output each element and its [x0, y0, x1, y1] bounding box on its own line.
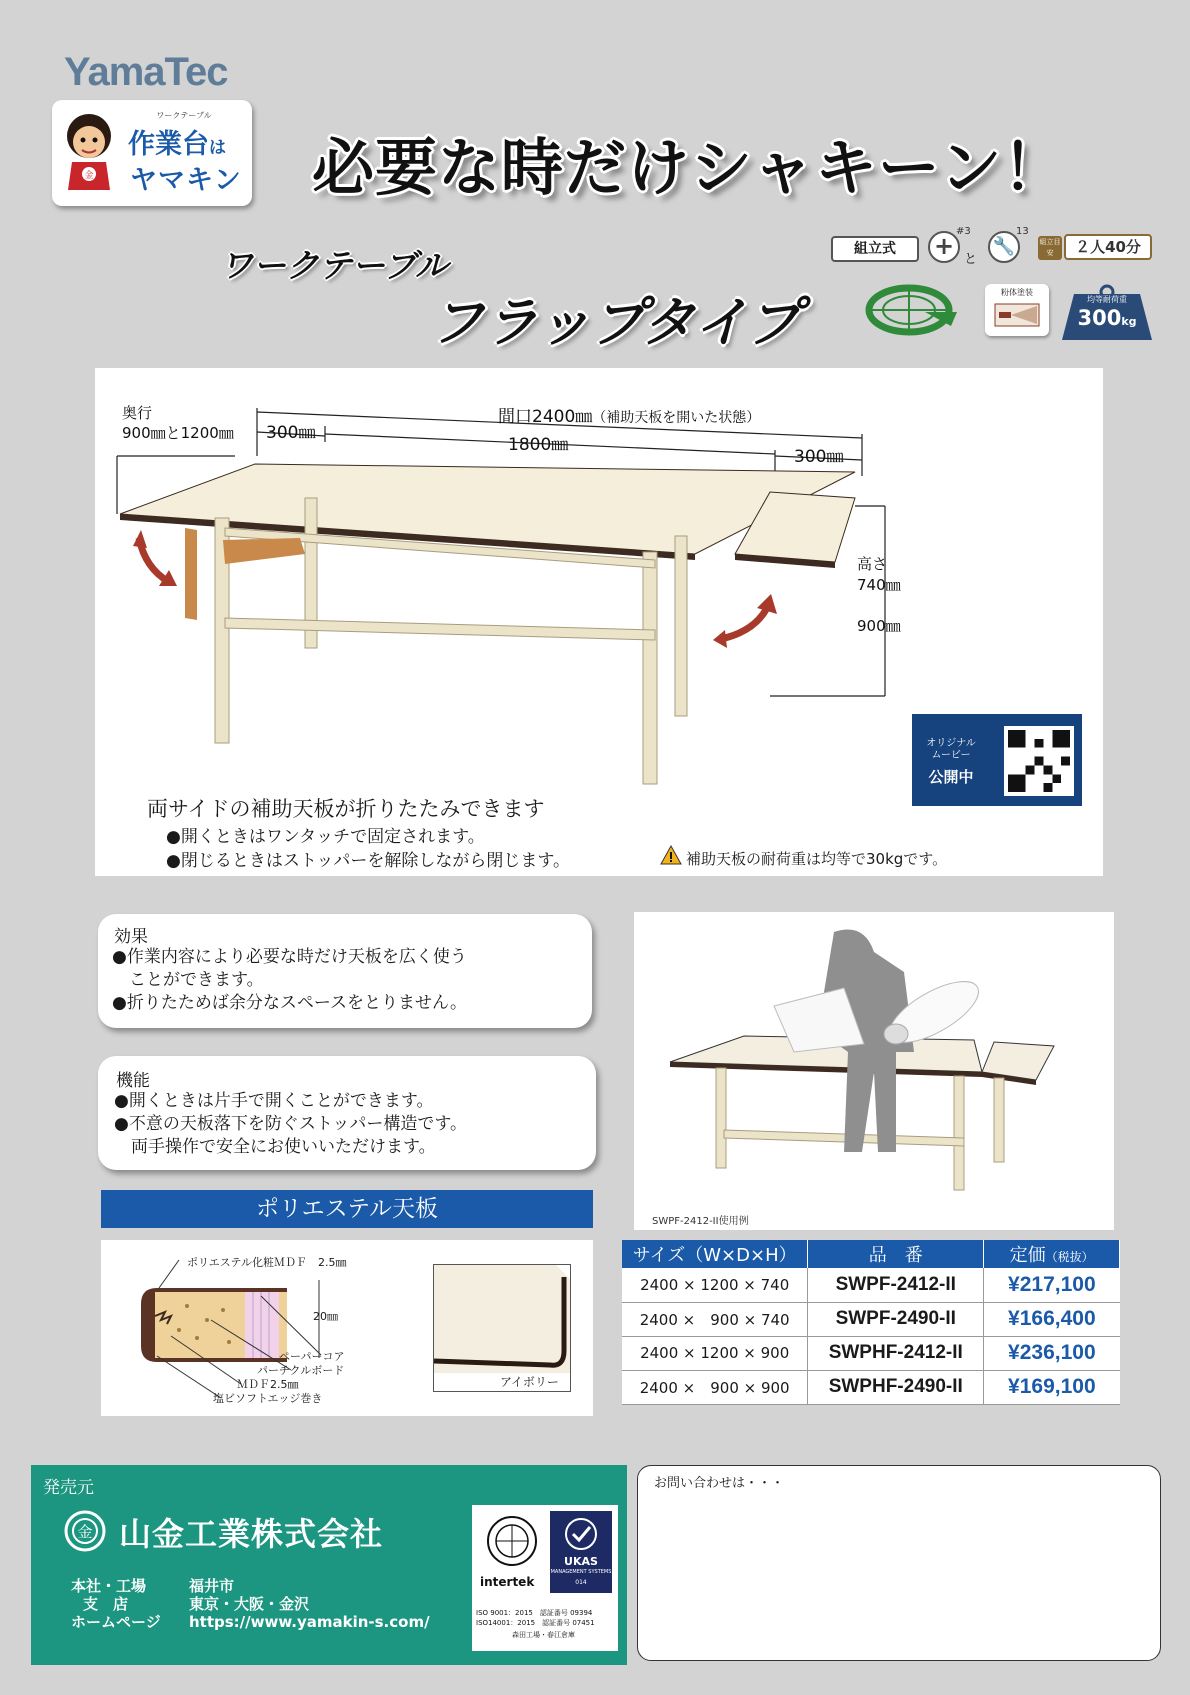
- address-key-3: ホームページ: [71, 1613, 161, 1631]
- fold-title: 両サイドの補助天板が折りたたみできます: [147, 797, 545, 821]
- contact-label: お問い合わせは・・・: [654, 1476, 785, 1491]
- function-line-1: ●開くときは片手で開くことができます。: [114, 1091, 434, 1111]
- qr-code-icon[interactable]: [1004, 726, 1074, 796]
- seller-block: [31, 1465, 627, 1665]
- company-logo-icon: [63, 1509, 107, 1553]
- row-price: ¥217,100: [984, 1268, 1120, 1302]
- row-size: 2400 × 1200 × 740: [622, 1268, 808, 1302]
- row-size: 2400 × 900 × 740: [622, 1302, 808, 1336]
- assembly-time-label: 組立目安: [1038, 236, 1062, 260]
- row-price: ¥166,400: [984, 1302, 1120, 1336]
- ukas-number: 014: [575, 1579, 587, 1586]
- wrench-size: 13: [1016, 226, 1029, 237]
- function-line-3: 両手操作で安全にお使いいただけます。: [114, 1137, 436, 1157]
- row-size: 2400 × 1200 × 900: [622, 1336, 808, 1370]
- seller-label: 発売元: [43, 1478, 94, 1498]
- price-table: [622, 1240, 1120, 1405]
- header-size: サイズ（W×D×H）: [622, 1240, 808, 1268]
- effect-title: 効果: [114, 927, 148, 947]
- row-size: 2400 × 900 × 900: [622, 1370, 808, 1404]
- color-name: アイボリー: [500, 1375, 559, 1389]
- usage-illustration: [634, 912, 1114, 1212]
- crown-check-icon: [562, 1515, 600, 1553]
- effect-line-1: ●作業内容により必要な時だけ天板を広く使う: [112, 947, 467, 967]
- company-name: 山金工業株式会社: [119, 1515, 384, 1553]
- cert-sites: 森田工場・春江倉庫: [512, 1631, 575, 1639]
- conjunction: と: [964, 252, 978, 267]
- svg-text:金: 金: [77, 1523, 93, 1541]
- height-label: 高さ: [857, 555, 888, 573]
- intertek-label: intertek: [480, 1575, 535, 1589]
- ukas-label: UKAS: [564, 1555, 598, 1568]
- function-title: 機能: [116, 1071, 150, 1091]
- ivory-swatch: [434, 1265, 570, 1373]
- load-value: 300kg: [1077, 306, 1137, 330]
- product-type: フラップタイプ: [430, 291, 801, 354]
- movie-status: 公開中: [928, 768, 974, 786]
- function-line-2: ●不意の天板落下を防ぐストッパー構造です。: [114, 1114, 467, 1134]
- mascot-caption: ワークテーブル: [156, 111, 212, 120]
- layer-mdf-top: ポリエステル化粧ＭＤＦ 2.5㎜: [187, 1256, 347, 1269]
- row-code: SWPHF-2490-II: [808, 1370, 984, 1404]
- address-val-2: 東京・大阪・金沢: [189, 1595, 310, 1613]
- layer-mdf: ＭＤＦ2.5㎜: [237, 1378, 299, 1391]
- load-label: 均等耐荷重: [1087, 295, 1127, 304]
- spray-icon: [993, 300, 1041, 330]
- row-price: ¥169,100: [984, 1370, 1120, 1404]
- wrench-icon: 🔧: [988, 231, 1020, 263]
- row-code: SWPF-2490-II: [808, 1302, 984, 1336]
- assembly-badge: 組立式: [831, 236, 919, 262]
- ukas-badge: [550, 1511, 612, 1593]
- movie-banner[interactable]: [912, 714, 1082, 806]
- right-flap-width: 300㎜: [794, 447, 844, 467]
- width-label: 間口2400㎜（補助天板を開いた状態）: [498, 407, 761, 427]
- product-category: ワークテーブル: [220, 246, 449, 285]
- header-price: 定価（税抜）: [984, 1240, 1120, 1268]
- ukas-sub: MANAGEMENT SYSTEMS: [550, 1569, 612, 1575]
- warning-icon: [660, 845, 682, 865]
- brand-logo: YamaTec: [64, 50, 228, 94]
- website-link[interactable]: https://www.yamakin-s.com/: [189, 1613, 430, 1631]
- table-row: [622, 1336, 1120, 1370]
- fold-bullet-1: ●開くときはワンタッチで固定されます。: [166, 827, 485, 847]
- effect-line-2: ことができます。: [112, 970, 264, 990]
- color-sample: [433, 1264, 571, 1392]
- mascot-line1: 作業台は: [128, 129, 226, 160]
- height-740: 740㎜: [857, 576, 901, 594]
- screwdriver-plus-icon: +: [928, 231, 960, 263]
- usage-photo: [634, 912, 1114, 1230]
- center-width: 1800㎜: [508, 435, 569, 455]
- warning-text: 補助天板の耐荷重は均等で30kgです。: [686, 850, 948, 868]
- polyester-banner: ポリエステル天板: [101, 1190, 593, 1228]
- left-flap-width: 300㎜: [266, 423, 316, 443]
- screwdriver-size: #3: [956, 226, 971, 237]
- depth-label: 奥行: [122, 404, 153, 422]
- fold-bullet-2: ●閉じるときはストッパーを解除しながら閉じます。: [166, 851, 570, 871]
- layer-particle-board: パーチクルボード: [257, 1364, 345, 1377]
- certification-box: [472, 1505, 618, 1651]
- address-key-1: 本社・工場: [71, 1577, 147, 1595]
- mascot-icon: [60, 112, 118, 192]
- table-row: [622, 1302, 1120, 1336]
- mascot-line2: ヤマキン: [130, 165, 242, 196]
- iso9001-line: ISO 9001：2015 認証番号 09394: [476, 1609, 593, 1617]
- price-table-header: [622, 1240, 1120, 1268]
- powder-coat-badge: [985, 284, 1049, 336]
- movie-caption: オリジナル ムービー: [926, 738, 976, 761]
- layer-thickness: 20㎜: [313, 1310, 338, 1323]
- iso14001-line: ISO14001：2015 認証番号 07451: [476, 1619, 595, 1627]
- height-900: 900㎜: [857, 617, 901, 635]
- layer-paper-core: ペーパーコア: [279, 1350, 345, 1363]
- row-code: SWPF-2412-II: [808, 1268, 984, 1302]
- powder-coat-label: 粉体塗装: [1001, 288, 1033, 297]
- address-val-1: 福井市: [189, 1577, 235, 1595]
- table-row: [622, 1370, 1120, 1404]
- table-row: [622, 1268, 1120, 1302]
- row-price: ¥236,100: [984, 1336, 1120, 1370]
- effect-box: [98, 914, 592, 1028]
- contact-box: [637, 1465, 1161, 1661]
- green-mark-icon: [865, 282, 961, 338]
- svg-text:金: 金: [84, 171, 94, 181]
- effect-line-3: ●折りたためば余分なスペースをとりません。: [112, 993, 468, 1013]
- row-code: SWPHF-2412-II: [808, 1336, 984, 1370]
- assembly-time: ２人40分: [1064, 234, 1152, 260]
- mascot-card: [52, 100, 252, 206]
- polyester-panel: [101, 1240, 593, 1416]
- function-box: [98, 1056, 596, 1170]
- headline: 必要な時だけシャキーン！: [312, 131, 1066, 204]
- address-key-2: 支 店: [83, 1595, 129, 1613]
- photo-caption: SWPF-2412-II使用例: [652, 1216, 749, 1227]
- layer-edge: 塩ビソフトエッジ巻き: [213, 1392, 323, 1405]
- header-code: 品 番: [808, 1240, 984, 1268]
- depth-value: 900㎜と1200㎜: [122, 424, 234, 442]
